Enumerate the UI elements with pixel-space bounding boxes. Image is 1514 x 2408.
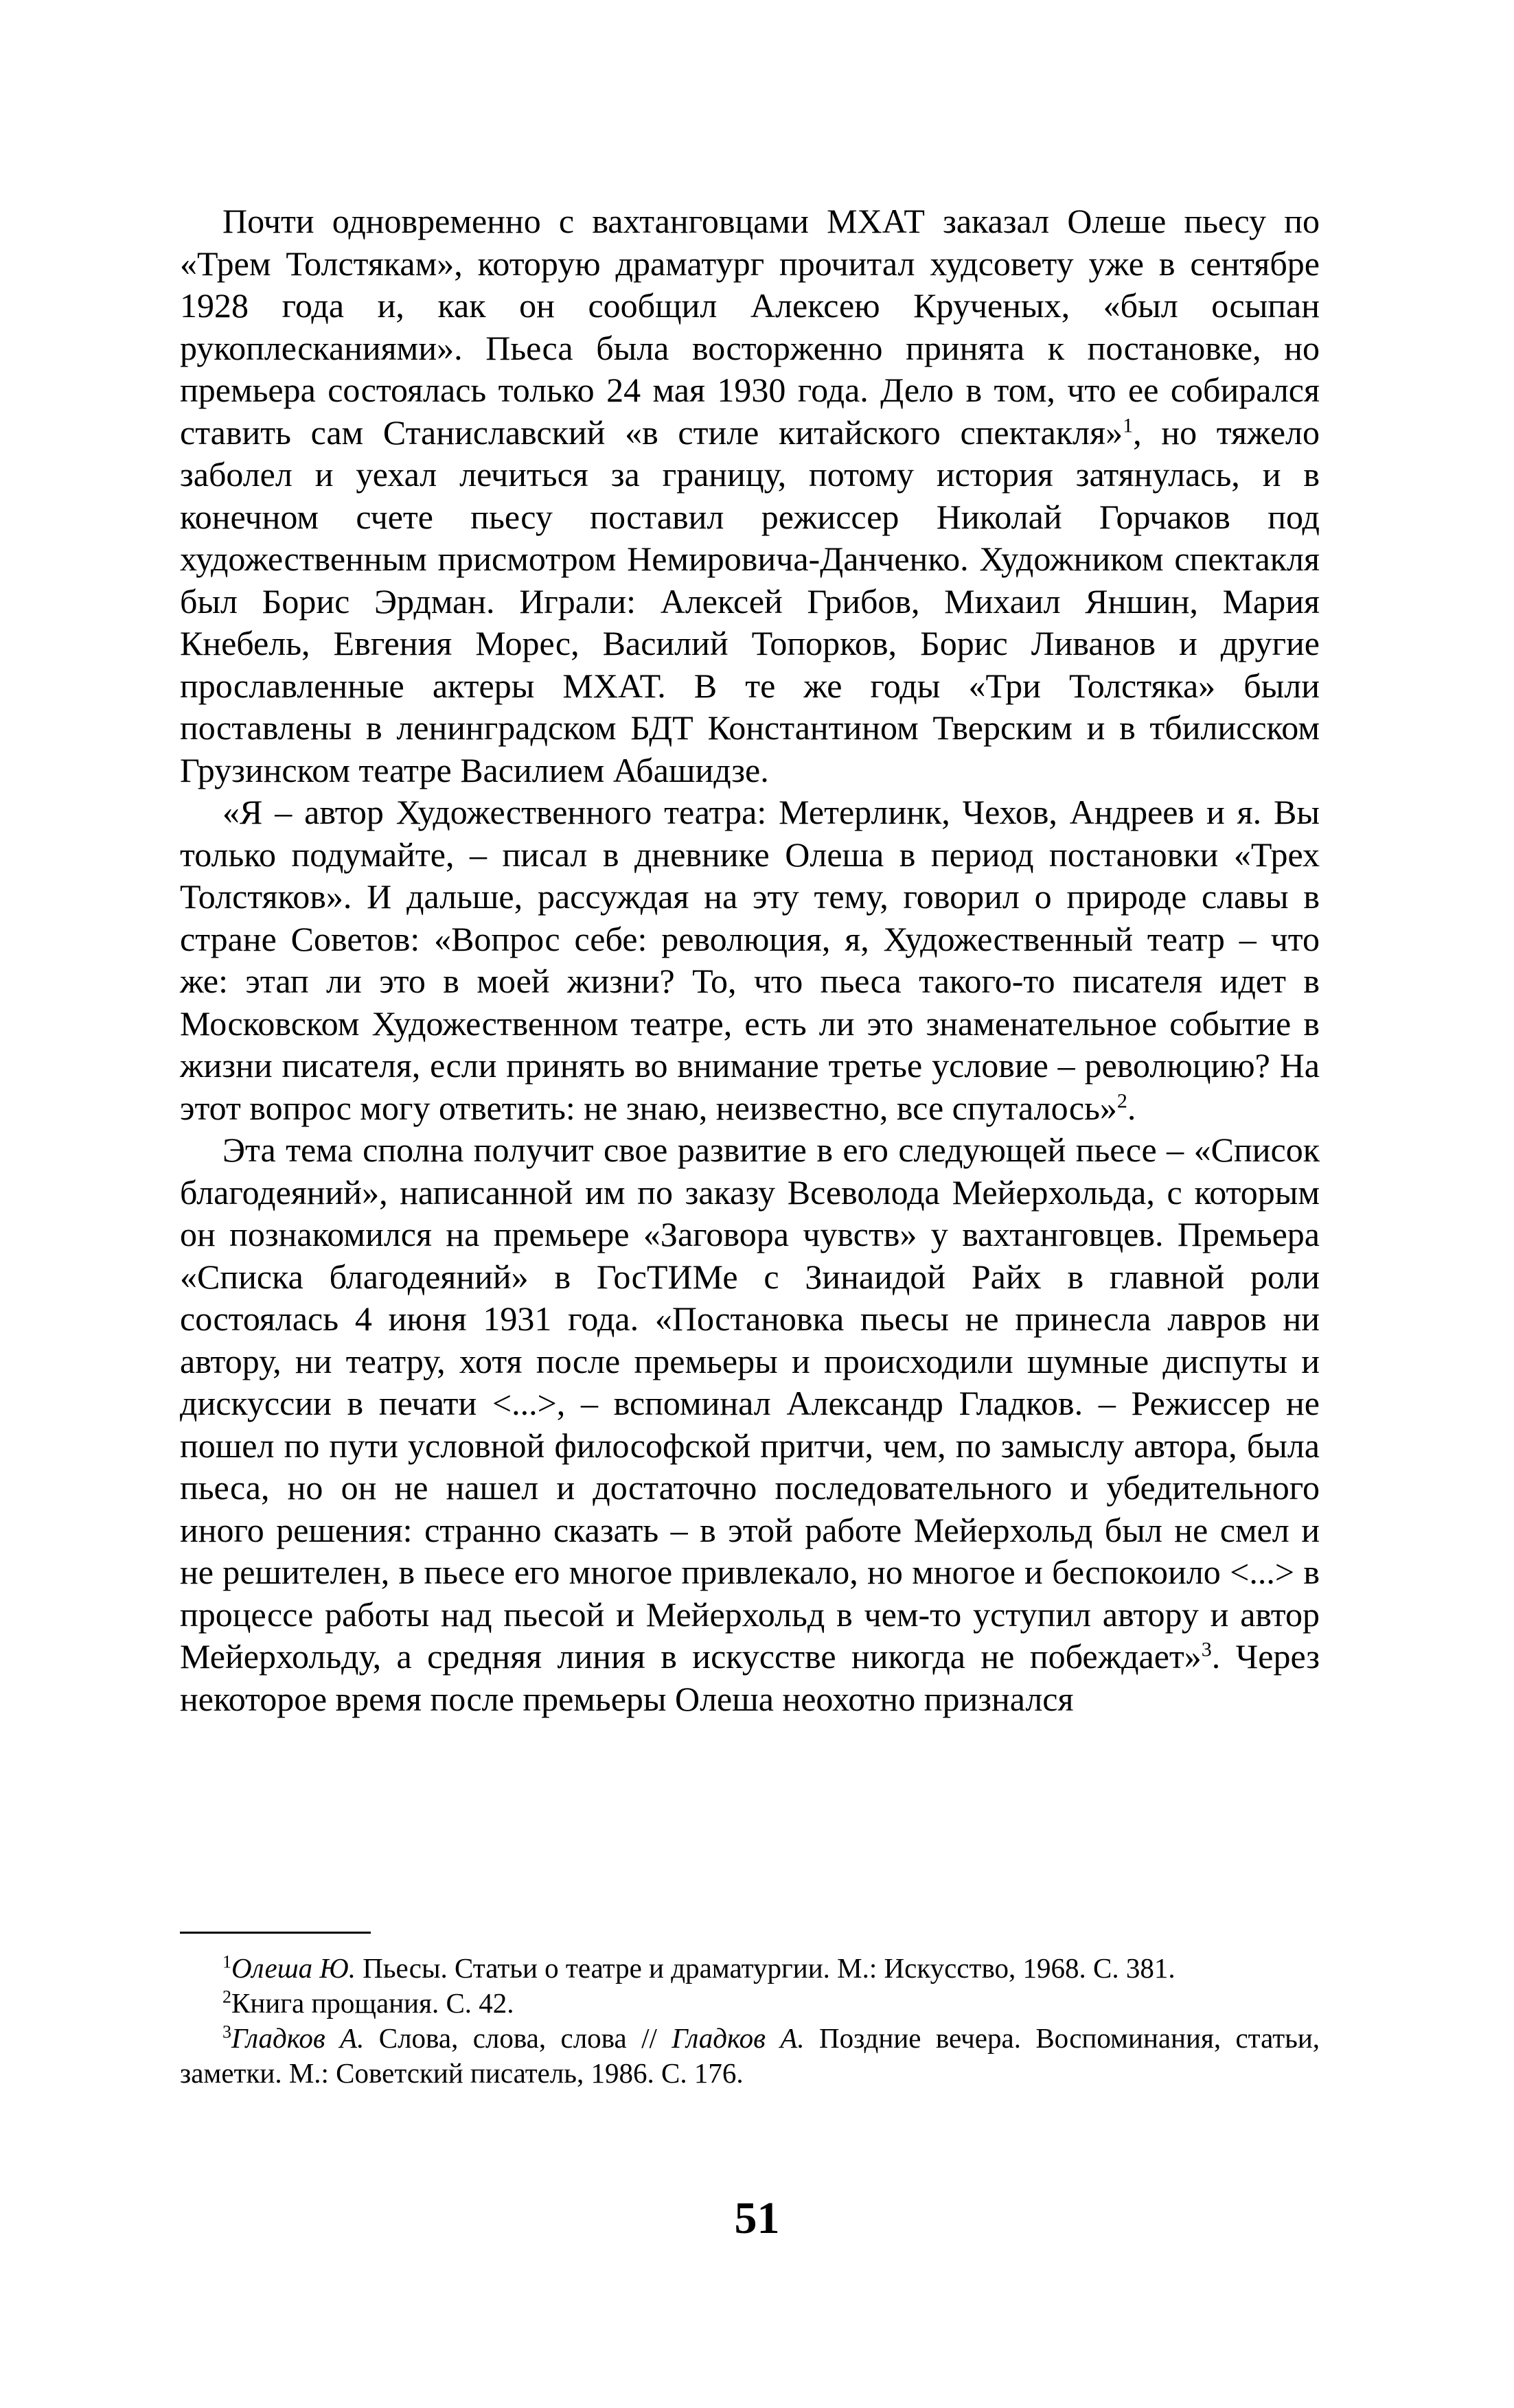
page-number: 51 <box>734 2193 780 2243</box>
footnote-ref-3: 3 <box>1201 1638 1212 1661</box>
footnote-separator <box>180 1932 371 1934</box>
footnotes <box>180 1951 1320 2091</box>
paragraph-3: Эта тема сполна получит свое развитие в его следующей пьесе – «Список благодеяний», написанной им по заказу Всеволода Мейерхольда, с которым он познакомился на премьере «Заговора чувств» у вахтанговцев. Премьера «Списка благодеяний» в ГосТИМе с Зинаидой Райх в главной роли состоялась 4 июня 1931 года. «Постановка пьесы не принесла лавров ни автору, ни театру, хотя после премьеры и происходили шумные диспуты и дискуссии в печати <...>, – вспоминал Александр Гладков. – Режиссер не пошел по пути условной философской притчи, чем, по замыслу автора, была пьеса, но он не нашел и достаточно последовательного и убедительного иного решения: странно сказать – в этой работе Мейерхольд был не смел и не решителен, в пьесе его многое привлекало, но многое и беспокоило <...> в процессе работы над пьесой и Мейерхольд в чем-то уступил автору и автор Мейерхольду, а средняя линия в искусстве никогда не побеждает»$^3$. Через некоторое время после премьеры Олеша неохотно признался <box>180 1131 1320 1718</box>
footnote-2: $^2$Книга прощания. С. 42. <box>222 1987 514 2019</box>
main-text <box>180 200 1320 1720</box>
paragraph-1: Почти одновременно с вахтанговцами МХАТ заказал Олеше пьесу по «Трем Толстякам», которую драматург прочитал худсовету уже в сентябре 1928 года и, как он сообщил Алексею Крученых, «был осыпан рукоплесканиями». Пьеса была восторженно принята к постановке, но премьера состоялась только 24 мая 1930 года. Дело в том, что ее собирался ставить сам Станиславский «в стиле китайского спектакля»$^1$, но тяжело заболел и уехал лечиться за границу, потому история затянулась, и в конечном счете пьесу поставил режиссер Николай Горчаков под художественным присмотром Немировича-Данченко. Художником спектакля был Борис Эрдман. Играли: Алексей Грибов, Михаил Яншин, Мария Кнебель, Евгения Морес, Василий Топорков, Борис Ливанов и другие прославленные актеры МХАТ. В те же годы «Три Толстяка» были поставлены в ленинградском БДТ Константином Тверским и в тбилисском Грузинском театре Василием Абашидзе. <box>180 202 1320 789</box>
footnote-3: $^3$Гладков А. Слова, слова, слова // Гладков А. Поздние вечера. Воспоминания, статьи, заметки. М.: Советский писатель, 1986. С. 176. <box>180 2022 1320 2089</box>
footnote-ref-1: 1 <box>1123 413 1134 437</box>
footnote-1: $^1$Олеша Ю. Пьесы. Статьи о театре и драматургии. М.: Искусство, 1968. С. 381. <box>222 1952 1175 1984</box>
footnote-ref-2: 2 <box>1116 1089 1127 1112</box>
paragraph-2: «Я – автор Художественного театра: Метерлинк, Чехов, Андреев и я. Вы только подумайте, – писал в дневнике Олеша в период постановки «Трех Толстяков». И дальше, рассуждая на эту тему, говорил о природе славы в стране Советов: «Вопрос себе: революция, я, Художественный театр – что же: этап ли это в моей жизни? То, что пьеса такого-то писателя идет в Московском Художественном театре, есть ли это знаменательное событие в жизни писателя, если принять во внимание третье условие – революцию? На этот вопрос могу ответить: не знаю, неизвестно, все спуталось»$^2$. <box>180 793 1320 1127</box>
